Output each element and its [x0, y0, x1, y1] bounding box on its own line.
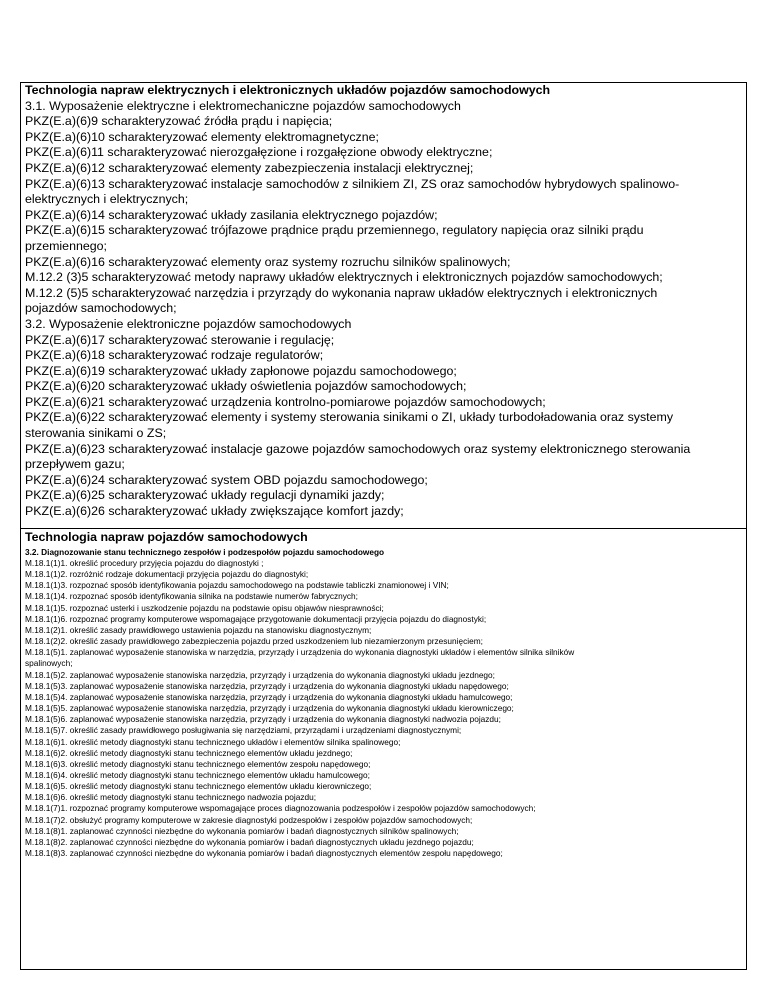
section2-line: M.18.1(5)3. zaplanować wyposażenie stanowiska narzędzia, przyrządy i urządzenia do wykonania diagnostyki układu napędowego; [25, 680, 509, 691]
section2-line: M.18.1(1)1. określić procedury przyjęcia pojazdu do diagnostyki ; [25, 558, 264, 568]
section2-line: M.18.1(5)6. zaplanować wyposażenie stanowiska narzędzia, przyrządy i urządzenia do wykonania diagnostyki nadwozia pojazdu; [25, 714, 501, 725]
section-technologia-napraw-elektrycznych [20, 82, 747, 529]
section1-line: PKZ(E.a)(6)25 scharakteryzować układy regulacji dynamiki jazdy; [25, 488, 385, 503]
section1-line: PKZ(E.a)(6)11 scharakteryzować nierozgałęzione i rozgałęzione obwody elektryczne; [25, 145, 493, 160]
section1-line: 3.2. Wyposażenie elektroniczne pojazdów samochodowych [25, 316, 352, 331]
section1-line: 3.1. Wyposażenie elektryczne i elektromechaniczne pojazdów samochodowych [25, 98, 461, 113]
section2-line: spalinowych; [25, 658, 73, 669]
section2-line: M.18.1(8)2. zaplanować czynności niezbędne do wykonania pomiarów i badań diagnostycznych układu jezdnego pojazdu; [25, 836, 474, 847]
section1-line: przemiennego; [25, 238, 107, 253]
section2-line: M.18.1(5)4. zaplanować wyposażenie stanowiska narzędzia, przyrządy i urządzenia do wykonania diagnostyki układu hamulcowego; [25, 691, 513, 702]
section1-line: PKZ(E.a)(6)15 scharakteryzować trójfazowe prądnice prądu przemiennego, regulatory napięcia oraz silniki prądu [25, 223, 644, 238]
section1-title: Technologia napraw elektrycznych i elektronicznych układów pojazdów samochodowych [25, 83, 551, 97]
section1-line: PKZ(E.a)(6)9 scharakteryzować źródła prądu i napięcia; [25, 114, 333, 129]
section1-line: PKZ(E.a)(6)16 scharakteryzować elementy oraz systemy rozruchu silników spalinowych; [25, 254, 511, 269]
section1-line: PKZ(E.a)(6)19 scharakteryzować układy zapłonowe pojazdu samochodowego; [25, 363, 457, 378]
section2-line: M.18.1(6)3. określić metody diagnostyki stanu technicznego elementów zespołu napędowego; [25, 758, 371, 769]
section2-line: M.18.1(1)4. rozpoznać sposób identyfikowania silnika na podstawie numerów fabrycznych; [25, 591, 358, 602]
section2-line: M.18.1(1)5. rozpoznać usterki i uszkodzenie pojazdu na podstawie opisu objawów niesprawności; [25, 602, 384, 613]
section1-line: M.12.2 (3)5 scharakteryzować metody naprawy układów elektrycznych i elektronicznych pojazdów samochodowych; [25, 270, 663, 285]
section2-line: M.18.1(8)1. zaplanować czynności niezbędne do wykonania pomiarów i badań diagnostycznych silników spalinowych; [25, 825, 459, 836]
section2-line: M.18.1(6)6. określić metody diagnostyki stanu technicznego nadwozia pojazdu; [25, 792, 317, 803]
section2-title: Technologia napraw pojazdów samochodowych [25, 530, 308, 544]
section1-line: elektrycznych i elektrycznych; [25, 192, 189, 207]
section2-line: M.18.1(6)2. określić metody diagnostyki stanu technicznego elementów układu jezdnego; [25, 747, 353, 758]
section2-line: M.18.1(1)6. rozpoznać programy komputerowe wspomagające przygotowanie dokumentacji przyjęcia pojazdu do diagnostyki; [25, 613, 487, 624]
section2-line: M.18.1(2)1. określić zasady prawidłowego ustawienia pojazdu na stanowisku diagnostycznym; [25, 624, 372, 635]
section1-line: PKZ(E.a)(6)26 scharakteryzować układy zwiększające komfort jazdy; [25, 504, 404, 519]
section2-line: M.18.1(2)2. określić zasady prawidłowego zabezpieczenia pojazdu przed uszkodzeniem lub niezamierzonym przesunięciem; [25, 636, 483, 647]
section2-line: M.18.1(7)1. rozpoznać programy komputerowe wspomagające proces diagnozowania podzespołów i zespołów pojazdów samochodowych; [25, 803, 536, 814]
section1-line: M.12.2 (5)5 scharakteryzować narzędzia i przyrządy do wykonania napraw układów elektrycznych i elektronicznych [25, 285, 658, 300]
section-technologia-napraw-pojazdow [20, 528, 747, 970]
section2-line: M.18.1(5)1. zaplanować wyposażenie stanowiska w narzędzia, przyrządy i urządzenia do wykonania diagnostyki układów i elementów silnika silników [25, 647, 575, 658]
section2-lines [25, 558, 742, 859]
section2-line: M.18.1(1)3. rozpoznać sposób identyfikowania pojazdu samochodowego na podstawie tabliczki znamionowej i VIN; [25, 580, 449, 591]
section2-line: M.18.1(6)1. określić metody diagnostyki stanu technicznego układów i elementów silnika spalinowego; [25, 736, 401, 747]
section1-line: PKZ(E.a)(6)12 scharakteryzować elementy zabezpieczenia instalacji elektrycznej; [25, 160, 474, 175]
section1-line: PKZ(E.a)(6)17 scharakteryzować sterowanie i regulację; [25, 332, 335, 347]
section2-line: M.18.1(5)2. zaplanować wyposażenie stanowiska narzędzia, przyrządy i urządzenia do wykonania diagnostyki układu jezdnego; [25, 669, 495, 680]
section1-line: PKZ(E.a)(6)21 scharakteryzować urządzenia kontrolno-pomiarowe pojazdów samochodowych; [25, 394, 546, 409]
section1-line: PKZ(E.a)(6)14 scharakteryzować układy zasilania elektrycznego pojazdów; [25, 207, 438, 222]
section1-line: PKZ(E.a)(6)18 scharakteryzować rodzaje regulatorów; [25, 348, 324, 363]
section1-line: PKZ(E.a)(6)10 scharakteryzować elementy elektromagnetyczne; [25, 129, 379, 144]
section2-line: M.18.1(5)5. zaplanować wyposażenie stanowiska narzędzia, przyrządy i urządzenia do wykonania diagnostyki układu kierowniczego; [25, 703, 514, 714]
section1-line: PKZ(E.a)(6)22 scharakteryzować elementy i systemy sterowania sinikami o ZI, układy turbodoładowania oraz systemy [25, 410, 674, 425]
section2-line: M.18.1(1)2. rozróżnić rodzaje dokumentacji przyjęcia pojazdu do diagnostyki; [25, 569, 309, 580]
section1-line: PKZ(E.a)(6)24 scharakteryzować system OBD pojazdu samochodowego; [25, 472, 428, 487]
section1-line: PKZ(E.a)(6)23 scharakteryzować instalacje gazowe pojazdów samochodowych oraz systemy elektronicznego sterowania [25, 441, 691, 456]
section1-line: PKZ(E.a)(6)20 scharakteryzować układy oświetlenia pojazdów samochodowych; [25, 379, 467, 394]
section1-line: PKZ(E.a)(6)13 scharakteryzować instalacje samochodów z silnikiem ZI, ZS oraz samochodów hybrydowych spalinowo- [25, 176, 680, 191]
section2-line: M.18.1(6)4. określić metody diagnostyki stanu technicznego elementów układu hamulcowego; [25, 769, 370, 780]
section2-line: M.18.1(7)2. obsłużyć programy komputerowe w zakresie diagnostyki podzespołów i zespołów pojazdów samochodowych; [25, 814, 473, 825]
section1-lines [25, 99, 742, 520]
section2-subtitle: 3.2. Diagnozowanie stanu technicznego zespołów i podzespołów pojazdu samochodowego [25, 547, 385, 557]
section1-line: przepływem gazu; [25, 457, 125, 472]
section1-line: sterowania sinikami o ZS; [25, 426, 167, 441]
section1-line: pojazdów samochodowych; [25, 301, 177, 316]
section2-line: M.18.1(5)7. określić zasady prawidłowego posługiwania się narzędziami, przyrządami i urządzeniami diagnostycznymi; [25, 725, 462, 736]
section2-line: M.18.1(6)5. określić metody diagnostyki stanu technicznego elementów układu kierowniczego; [25, 781, 372, 792]
section2-line: M.18.1(8)3. zaplanować czynności niezbędne do wykonania pomiarów i badań diagnostycznych elementów zespołu napędowego; [25, 848, 503, 859]
